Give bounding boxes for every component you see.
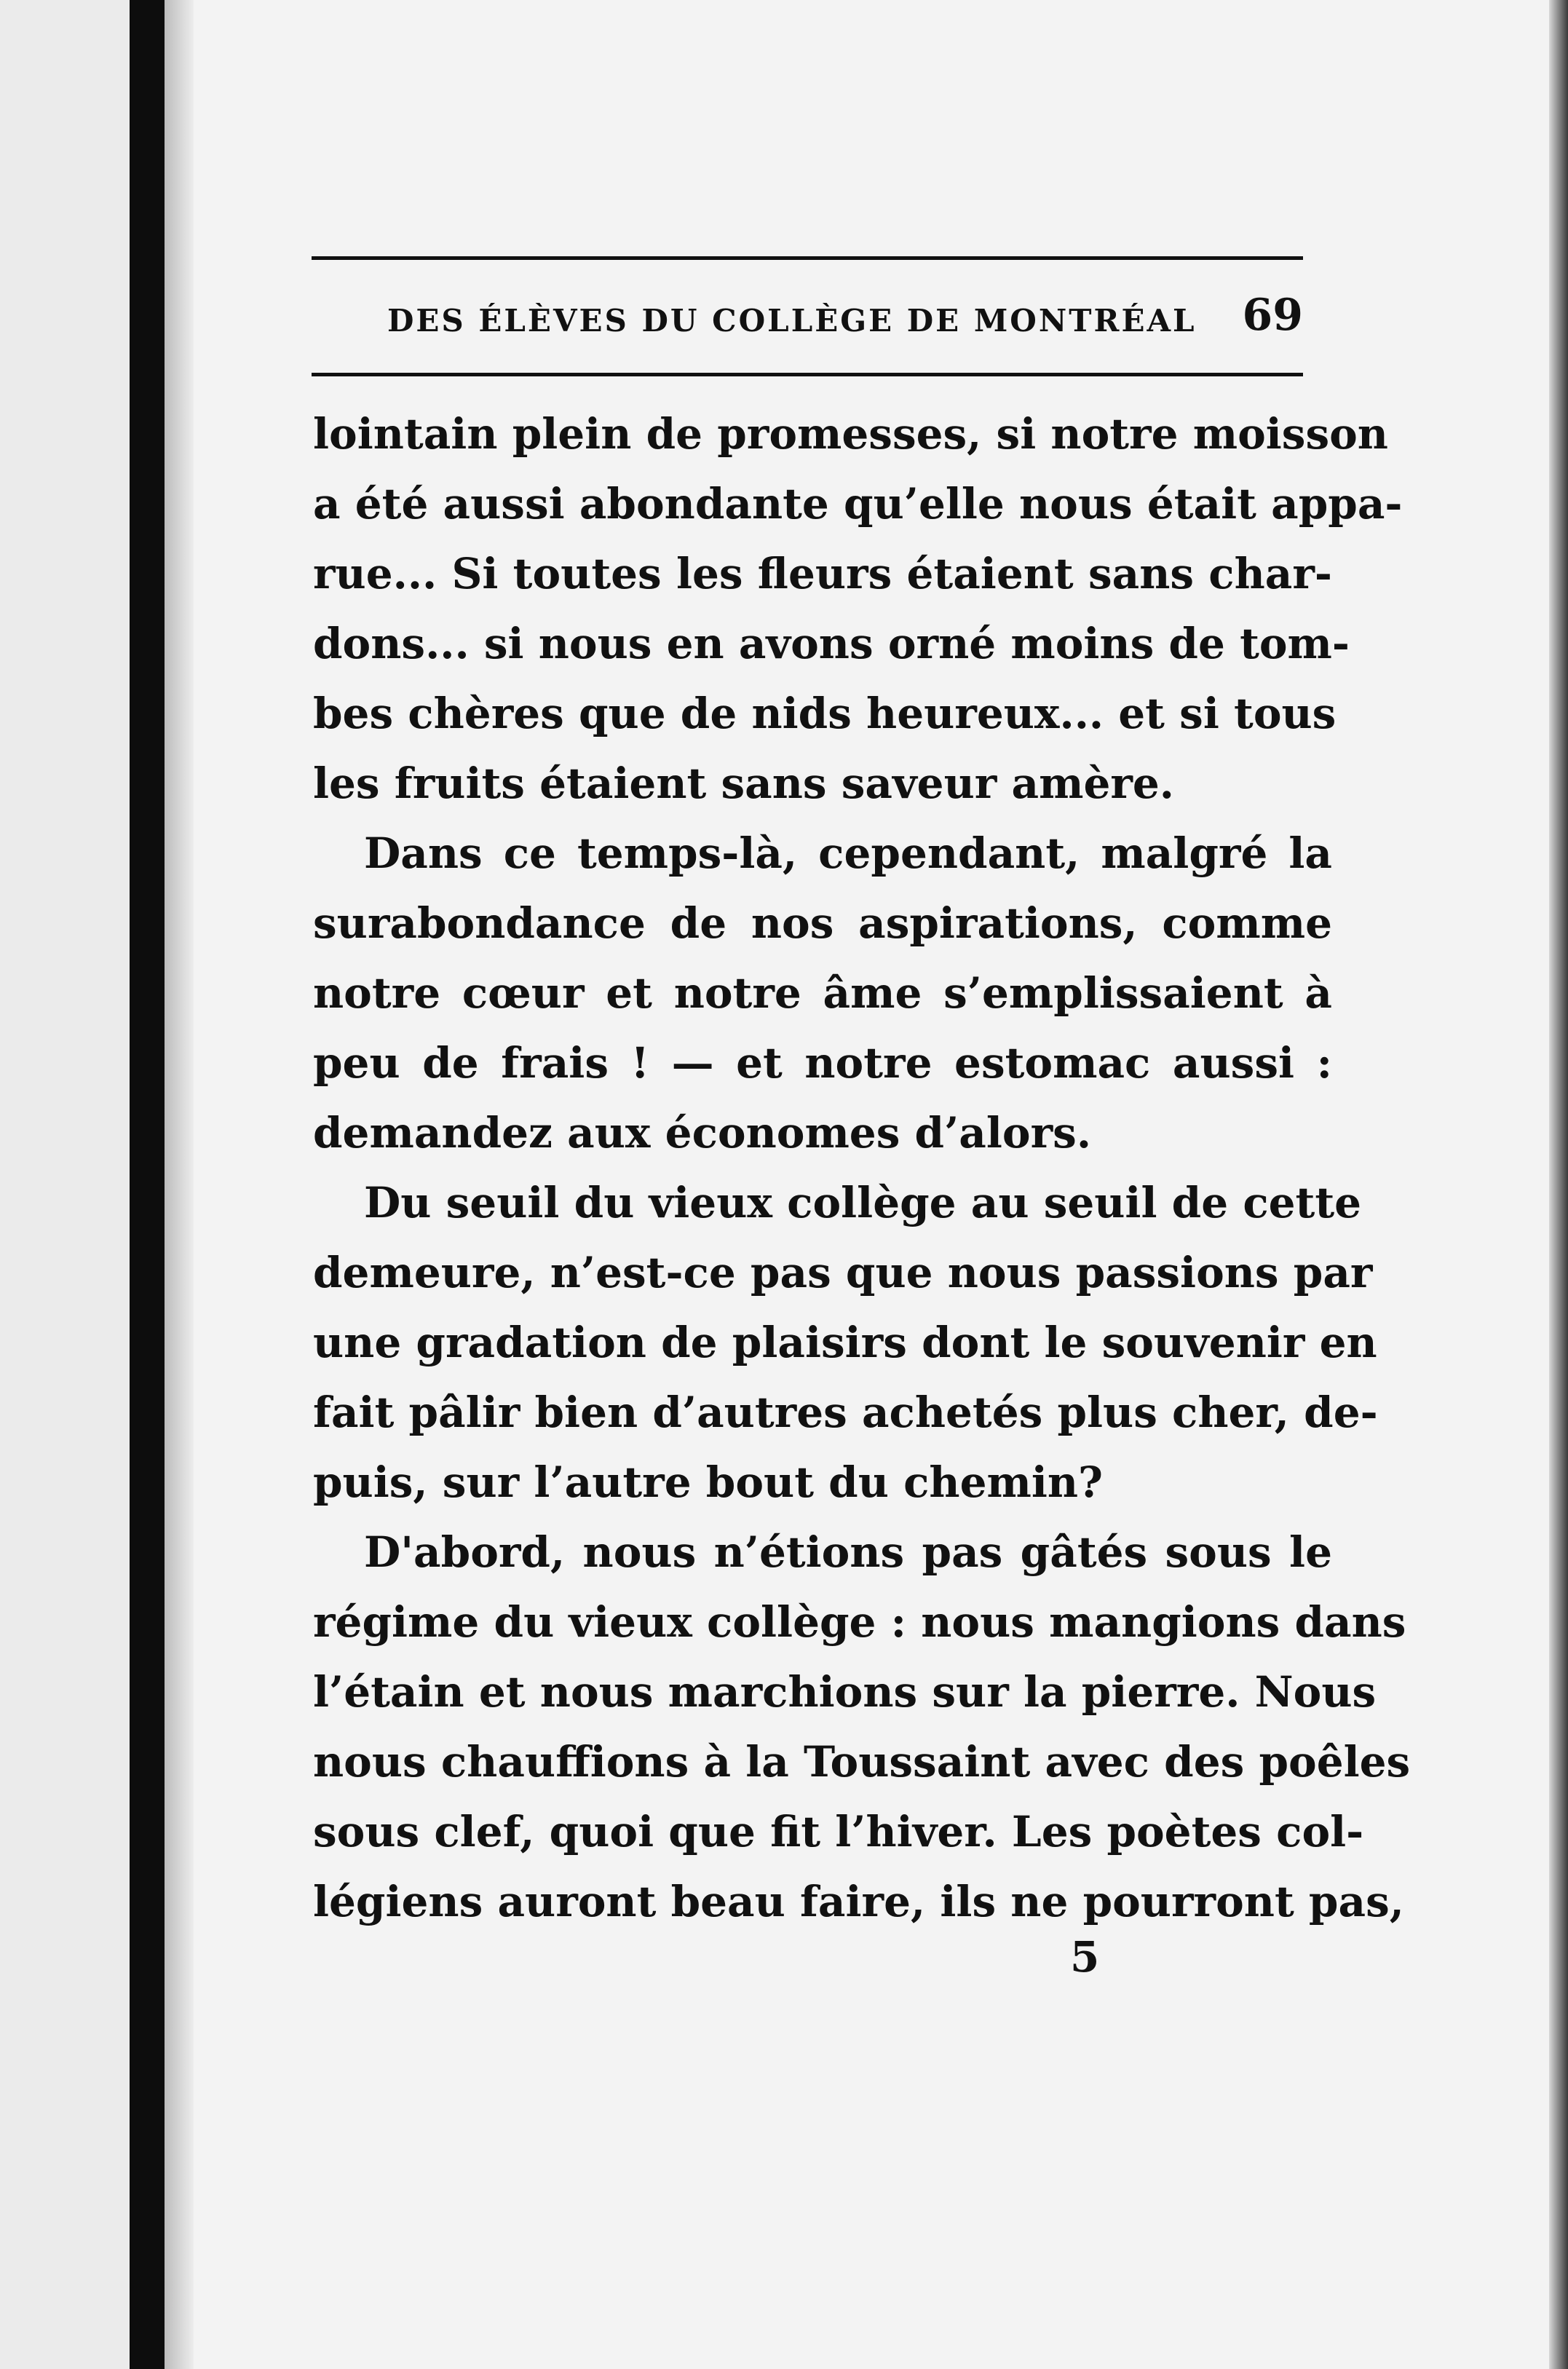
text-line: Dans ce temps-là, cependant, malgré la	[364, 828, 1332, 878]
running-header	[387, 290, 1303, 348]
text-line: légiens auront beau faire, ils ne pourront pas,	[313, 1877, 1404, 1926]
text-line: demeure, n’est-ce pas que nous passions par	[313, 1248, 1373, 1297]
facing-page-edge	[0, 0, 131, 2369]
text-line: D'abord, nous n’étions pas gâtés sous le	[364, 1527, 1332, 1577]
text-line: lointain plein de promesses, si notre moisson	[313, 409, 1388, 459]
text-line: demandez aux économes d’alors.	[313, 1108, 1092, 1158]
text-line: fait pâlir bien d’autres achetés plus cher, de-	[313, 1388, 1378, 1437]
text-line: dons... si nous en avons orné moins de tom-	[313, 619, 1350, 668]
text-line: puis, sur l’autre bout du chemin?	[313, 1458, 1104, 1507]
text-line: l’étain et nous marchions sur la pierre. Nous	[313, 1667, 1377, 1717]
text-line: sous clef, quoi que fit l’hiver. Les poètes col-	[313, 1807, 1364, 1856]
gutter-shadow	[165, 0, 194, 2369]
text-line: les fruits étaient sans saveur amère.	[313, 759, 1174, 808]
text-line: rue... Si toutes les fleurs étaient sans char-	[313, 549, 1332, 598]
book-gutter	[130, 0, 165, 2369]
text-line: nous chauffions à la Toussaint avec des poêles	[313, 1737, 1411, 1787]
text-line: notre cœur et notre âme s’emplissaient à	[313, 968, 1332, 1018]
text-line: Du seuil du vieux collège au seuil de cette	[364, 1178, 1362, 1227]
text-line: bes chères que de nids heureux... et si tous	[313, 689, 1337, 738]
body-text	[313, 399, 1411, 1937]
page-number: 69	[1242, 290, 1303, 341]
page-edge-shadow	[1549, 0, 1568, 2369]
header-rule-bottom	[312, 373, 1303, 376]
header-rule-top	[312, 256, 1303, 260]
text-line: surabondance de nos aspirations, comme	[313, 898, 1332, 948]
text-line: a été aussi abondante qu’elle nous était appa-	[313, 479, 1403, 529]
text-line: une gradation de plaisirs dont le souvenir en	[313, 1318, 1377, 1367]
signature-mark: 5	[1070, 1932, 1100, 1982]
running-header-title: DES ÉLÈVES DU COLLÈGE DE MONTRÉAL	[387, 303, 1197, 339]
text-line: peu de frais ! — et notre estomac aussi :	[313, 1038, 1332, 1088]
text-line: régime du vieux collège : nous mangions dans	[313, 1597, 1406, 1647]
